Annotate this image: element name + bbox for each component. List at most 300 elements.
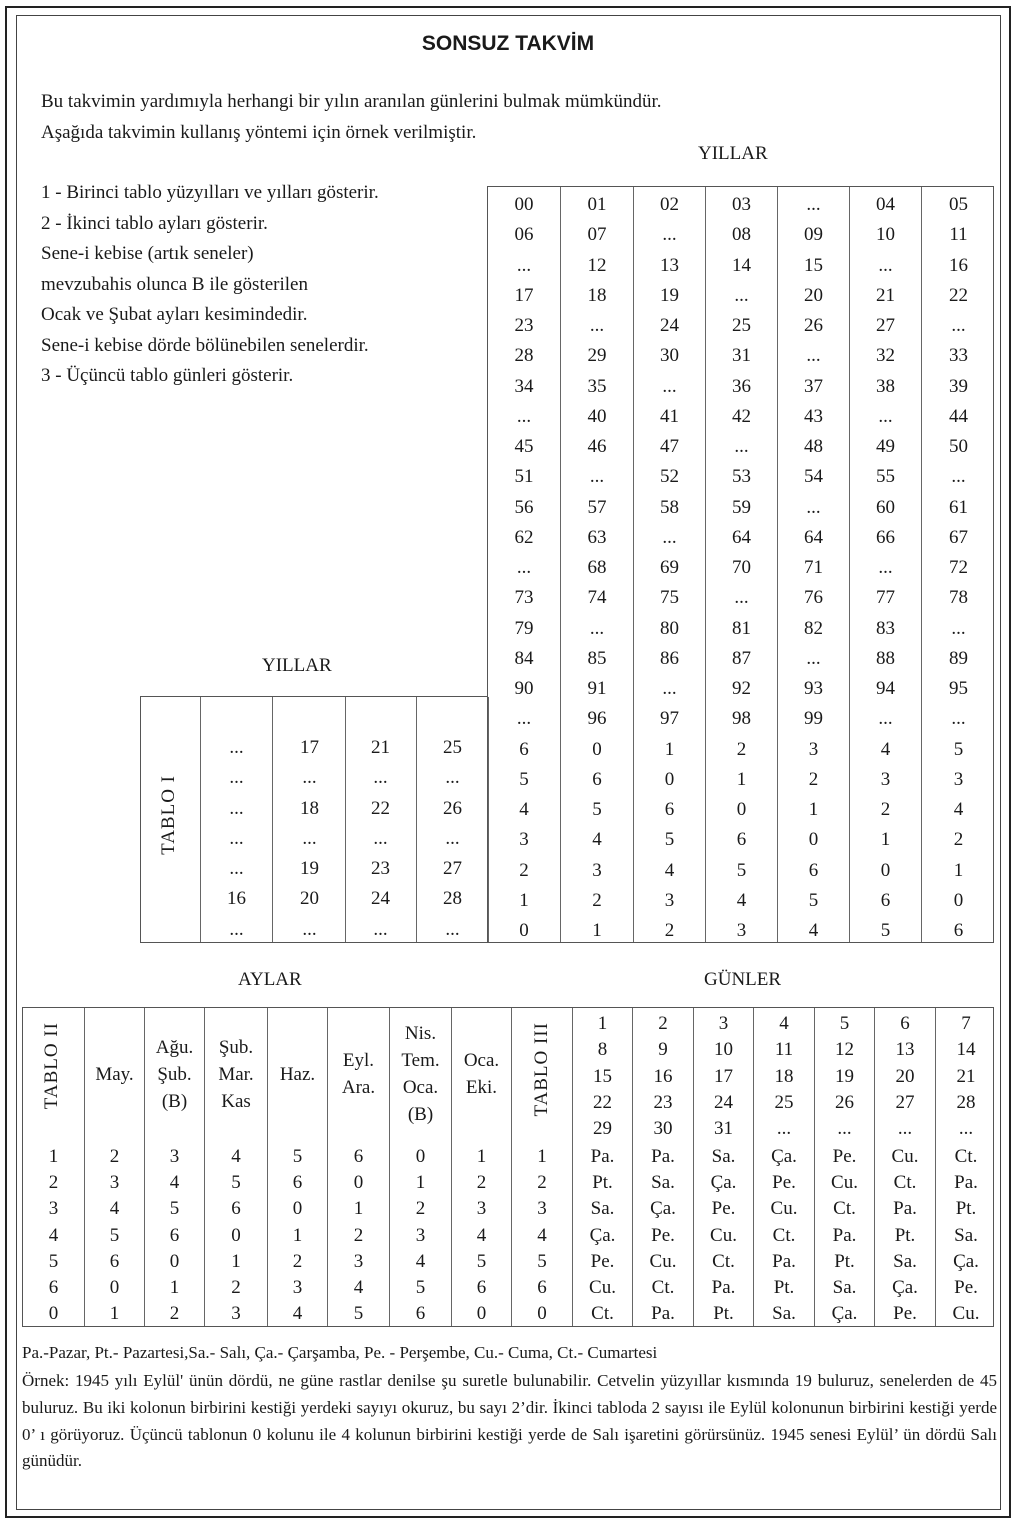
year-cell: 17 xyxy=(514,284,534,306)
year-cell: 45 xyxy=(514,436,534,457)
date-header: 14 xyxy=(956,1039,976,1061)
century-cell: 18 xyxy=(300,797,319,819)
month-cell: 3 xyxy=(476,1198,487,1220)
century-column xyxy=(345,697,417,942)
year-cell: 54 xyxy=(804,466,823,488)
date-header: 18 xyxy=(774,1065,794,1087)
year-cell: 6 xyxy=(880,889,891,911)
century-cell: ... xyxy=(373,767,388,789)
month-header: Ağu. xyxy=(155,1036,194,1058)
month-header: (B) xyxy=(161,1090,188,1112)
year-cell: ... xyxy=(951,708,966,730)
instructions-list xyxy=(41,178,379,392)
year-cell: ... xyxy=(516,405,532,427)
weekday-cell: Ça. xyxy=(771,1146,797,1167)
weekday-cell: Cu. xyxy=(770,1198,798,1220)
month-cell: 6 xyxy=(169,1224,180,1246)
month-index-cell: 0 xyxy=(48,1303,59,1325)
century-cell: ... xyxy=(373,918,388,940)
year-cell: 38 xyxy=(876,375,895,397)
centuries-heading: YILLAR xyxy=(262,655,332,676)
weekday-cell: Cu. xyxy=(891,1146,919,1167)
weekday-cell: Pa. xyxy=(772,1250,796,1272)
month-cell: 0 xyxy=(353,1172,364,1194)
weekday-cell: Pt. xyxy=(834,1250,855,1272)
weekday-cell: Cu. xyxy=(649,1250,677,1272)
date-header: 29 xyxy=(593,1118,612,1140)
year-cell: 40 xyxy=(587,405,607,427)
date-header: 26 xyxy=(835,1091,854,1113)
year-cell: 60 xyxy=(876,496,895,518)
year-cell: 74 xyxy=(587,587,607,609)
year-cell: 89 xyxy=(949,647,968,669)
day-column xyxy=(875,1008,936,1326)
century-cell: ... xyxy=(229,827,244,849)
weekday-cell: Cu. xyxy=(710,1224,737,1246)
month-cell: 4 xyxy=(353,1277,364,1298)
year-cell: 13 xyxy=(660,254,679,276)
year-cell: ... xyxy=(662,224,677,246)
date-header: 27 xyxy=(895,1091,915,1113)
month-header: May. xyxy=(95,1063,134,1085)
year-cell: 73 xyxy=(514,587,534,609)
weekday-cell: Pt. xyxy=(894,1224,916,1246)
weekday-cell: Pa. xyxy=(893,1198,917,1220)
year-cell: 71 xyxy=(804,557,823,578)
month-cell: 0 xyxy=(109,1277,120,1298)
day-column xyxy=(573,1008,633,1326)
month-column xyxy=(390,1008,452,1326)
day-index-cell: 6 xyxy=(537,1277,547,1298)
day-index-cell: 2 xyxy=(537,1172,547,1194)
month-header: Tem. xyxy=(401,1050,440,1071)
year-cell: 20 xyxy=(804,284,823,306)
month-column xyxy=(145,1008,205,1326)
month-cell: 5 xyxy=(353,1303,364,1325)
year-cell: 96 xyxy=(587,708,607,730)
year-cell: 3 xyxy=(519,829,529,851)
century-cell: 22 xyxy=(371,797,390,819)
year-cell: ... xyxy=(806,647,821,669)
year-cell: 67 xyxy=(949,526,968,548)
year-cell: ... xyxy=(662,678,677,699)
century-column xyxy=(274,697,346,942)
date-header: 3 xyxy=(718,1013,729,1034)
weekday-cell: Pa. xyxy=(651,1146,675,1167)
month-cell: 3 xyxy=(109,1172,120,1194)
date-header: ... xyxy=(897,1118,913,1140)
century-cell: 19 xyxy=(300,858,319,879)
year-cell: 6 xyxy=(664,799,675,820)
date-header: 31 xyxy=(714,1118,733,1140)
month-cell: 1 xyxy=(353,1198,364,1220)
weekday-cell: Ça. xyxy=(831,1303,858,1325)
date-header: 19 xyxy=(835,1065,854,1087)
weekday-cell: Sa. xyxy=(590,1198,615,1220)
century-cell: ... xyxy=(229,797,244,819)
weekday-cell: Pa. xyxy=(590,1146,615,1167)
date-header: 25 xyxy=(774,1091,794,1113)
month-header: Oca. xyxy=(463,1050,500,1071)
month-cell: 5 xyxy=(231,1172,241,1194)
date-header: 16 xyxy=(653,1065,673,1087)
years-column xyxy=(561,187,634,942)
year-cell: 15 xyxy=(804,254,823,276)
date-header: 8 xyxy=(597,1039,608,1061)
month-column xyxy=(268,1008,328,1326)
month-cell: 5 xyxy=(169,1198,180,1220)
weekday-cell: Ça. xyxy=(892,1277,918,1298)
year-cell: 6 xyxy=(953,920,964,941)
date-header: 21 xyxy=(956,1065,976,1087)
month-cell: 0 xyxy=(476,1303,487,1325)
year-cell: 47 xyxy=(660,436,679,457)
date-header: 23 xyxy=(653,1091,673,1113)
year-cell: ... xyxy=(516,254,532,276)
weekday-cell: Ct. xyxy=(893,1172,917,1194)
year-cell: 1 xyxy=(880,829,891,851)
weekday-cell: Sa. xyxy=(954,1224,978,1246)
year-cell: 46 xyxy=(587,436,607,457)
year-cell: 5 xyxy=(519,768,529,790)
year-cell: 63 xyxy=(587,526,607,548)
year-cell: 43 xyxy=(804,405,823,427)
month-cell: 5 xyxy=(476,1250,487,1272)
month-cell: 4 xyxy=(292,1303,303,1325)
century-cell: ... xyxy=(302,767,317,789)
year-cell: 78 xyxy=(949,587,968,609)
year-cell: 68 xyxy=(587,557,607,578)
century-cell: 21 xyxy=(371,737,390,758)
month-cell: 6 xyxy=(353,1146,364,1167)
year-cell: ... xyxy=(734,436,749,457)
weekday-cell: Ct. xyxy=(591,1303,614,1325)
day-column xyxy=(754,1008,815,1326)
month-cell: 3 xyxy=(415,1224,426,1246)
year-cell: 81 xyxy=(732,617,751,639)
tablo1-label: TABLO I xyxy=(158,775,179,855)
month-cell: 3 xyxy=(231,1303,241,1325)
page-title: SONSUZ TAKVİM xyxy=(421,32,595,55)
year-cell: 80 xyxy=(660,617,679,639)
intro-line: Bu takvimin yardımıyla herhangi bir yılın aranılan günlerini bulmak mümkündür. xyxy=(41,91,662,112)
year-cell: 0 xyxy=(808,829,819,851)
year-cell: 09 xyxy=(804,224,823,246)
weekday-cell: Ça. xyxy=(650,1198,676,1220)
century-cell: ... xyxy=(373,827,388,849)
year-cell: 4 xyxy=(736,889,747,911)
date-header: 15 xyxy=(593,1065,612,1087)
weekday-cell: Ct. xyxy=(651,1277,675,1298)
date-header: 28 xyxy=(956,1091,976,1113)
month-cell: 1 xyxy=(415,1172,426,1194)
year-cell: 02 xyxy=(660,194,679,215)
year-cell: ... xyxy=(516,557,532,578)
year-cell: 50 xyxy=(949,436,968,457)
month-cell: 6 xyxy=(476,1277,487,1298)
weekday-cell: Cu. xyxy=(589,1277,616,1298)
instruction-item: 3 - Üçüncü tablo günleri gösterir. xyxy=(41,365,294,386)
year-cell: 3 xyxy=(592,859,602,881)
instruction-item: mevzubahis olunca B ile gösterilen xyxy=(41,273,308,295)
century-cell: 28 xyxy=(443,888,462,910)
year-cell: ... xyxy=(878,254,893,276)
weekday-cell: Ça. xyxy=(953,1250,979,1272)
instruction-item: Ocak ve Şubat ayları kesimindedir. xyxy=(41,304,308,325)
month-header: Mar. xyxy=(218,1063,254,1085)
month-column xyxy=(452,1008,512,1326)
year-cell: 32 xyxy=(876,345,895,367)
year-cell: 2 xyxy=(953,829,964,851)
date-header: 12 xyxy=(835,1039,854,1061)
year-cell: 6 xyxy=(736,829,747,851)
year-cell: 92 xyxy=(732,678,751,699)
year-cell: ... xyxy=(734,587,749,609)
date-header: 6 xyxy=(900,1013,910,1034)
century-cell: ... xyxy=(302,827,317,849)
year-cell: 24 xyxy=(660,315,679,336)
year-cell: 01 xyxy=(587,194,607,215)
year-cell: 99 xyxy=(804,708,823,730)
years-column xyxy=(634,187,706,942)
day-column xyxy=(815,1008,875,1326)
month-index-cell: 2 xyxy=(48,1172,59,1194)
date-header: 7 xyxy=(961,1013,971,1034)
instruction-item: 2 - İkinci tablo ayları gösterir. xyxy=(41,212,268,234)
month-cell: 4 xyxy=(415,1250,426,1272)
century-cell: 17 xyxy=(300,737,319,758)
month-cell: 4 xyxy=(169,1172,180,1194)
month-cell: 2 xyxy=(109,1146,120,1167)
weekday-cell: Ct. xyxy=(954,1146,978,1167)
century-cell: 25 xyxy=(443,737,462,758)
year-cell: 58 xyxy=(660,496,679,518)
weekday-cell: Sa. xyxy=(651,1172,675,1194)
instruction-item: 1 - Birinci tablo yüzyılları ve yılları gösterir. xyxy=(41,182,379,203)
weekday-cell: Sa. xyxy=(711,1146,736,1167)
century-cell: ... xyxy=(229,858,244,879)
month-cell: 6 xyxy=(231,1198,241,1220)
year-cell: 10 xyxy=(876,224,895,246)
year-cell: ... xyxy=(806,194,821,215)
year-cell: 49 xyxy=(876,436,895,457)
century-cell: 20 xyxy=(300,888,319,910)
weekday-cell: Ct. xyxy=(772,1224,796,1246)
year-cell: 08 xyxy=(732,224,751,246)
years-column xyxy=(706,187,778,942)
weekday-cell: Pe. xyxy=(832,1146,857,1167)
year-cell: 6 xyxy=(808,859,819,881)
year-cell: ... xyxy=(589,466,605,488)
year-cell: 82 xyxy=(804,617,823,639)
year-cell: 4 xyxy=(664,859,675,881)
date-header: ... xyxy=(776,1118,792,1140)
date-header: 17 xyxy=(714,1065,733,1087)
date-header: 4 xyxy=(779,1013,789,1034)
tablo2-label: TABLO II xyxy=(41,1022,62,1110)
month-cell: 5 xyxy=(292,1146,303,1167)
month-cell: 4 xyxy=(109,1198,120,1220)
month-header: Eki. xyxy=(465,1077,498,1098)
year-cell: 03 xyxy=(732,194,751,215)
century-cell: 26 xyxy=(443,797,462,819)
day-column xyxy=(633,1008,694,1326)
date-header: 22 xyxy=(593,1091,612,1113)
month-cell: 4 xyxy=(231,1146,241,1167)
year-cell: 0 xyxy=(592,738,602,760)
month-cell: 4 xyxy=(476,1224,487,1246)
year-cell: 37 xyxy=(804,375,823,397)
year-cell: ... xyxy=(806,496,821,518)
year-cell: 04 xyxy=(876,194,895,215)
date-header: 20 xyxy=(895,1065,915,1087)
year-cell: 97 xyxy=(660,708,679,730)
month-cell: 5 xyxy=(415,1277,426,1298)
weekday-cell: Pa. xyxy=(954,1172,978,1194)
year-cell: 91 xyxy=(587,678,607,699)
month-index-cell: 5 xyxy=(48,1250,59,1272)
century-cell: ... xyxy=(229,767,244,789)
century-cell: ... xyxy=(445,827,460,849)
year-cell: 1 xyxy=(664,738,675,760)
months-heading: AYLAR xyxy=(238,969,302,990)
year-cell: 3 xyxy=(736,920,747,941)
year-cell: 25 xyxy=(732,315,751,336)
months-days-table xyxy=(22,1007,994,1327)
intro-line: Aşağıda takvimin kullanış yöntemi için örnek verilmiştir. xyxy=(41,122,477,143)
year-cell: 1 xyxy=(519,889,529,911)
month-cell: 3 xyxy=(353,1250,364,1272)
weekday-cell: Pe. xyxy=(651,1224,675,1246)
year-cell: 86 xyxy=(660,647,679,669)
year-cell: 83 xyxy=(876,617,895,639)
year-cell: 4 xyxy=(880,738,891,760)
year-cell: 33 xyxy=(949,345,968,367)
month-cell: 1 xyxy=(231,1250,241,1272)
year-cell: 2 xyxy=(664,920,675,941)
tablo3-label-column xyxy=(512,1008,573,1326)
year-cell: 5 xyxy=(953,738,964,760)
month-header: (B) xyxy=(407,1104,434,1125)
weekday-cell: Pe. xyxy=(590,1250,615,1272)
tablo3-label: TABLO III xyxy=(531,1022,552,1117)
century-cell: 27 xyxy=(443,858,462,879)
weekday-cell: Pe. xyxy=(893,1303,917,1325)
century-cell: ... xyxy=(445,918,460,940)
year-cell: 84 xyxy=(514,647,534,669)
year-cell: 4 xyxy=(953,799,964,820)
weekday-cell: Pt. xyxy=(713,1303,734,1325)
date-header: 24 xyxy=(714,1091,733,1113)
century-cell: ... xyxy=(302,918,317,940)
year-cell: 1 xyxy=(953,859,964,881)
year-cell: 6 xyxy=(519,738,529,760)
date-header: 11 xyxy=(774,1039,794,1061)
tablo2-label-column xyxy=(23,1008,85,1326)
month-header: Şub. xyxy=(218,1036,254,1058)
year-cell: ... xyxy=(516,708,532,730)
year-cell: 64 xyxy=(732,526,751,548)
year-cell: 88 xyxy=(876,647,895,669)
date-header: 10 xyxy=(714,1039,733,1061)
years-table xyxy=(487,186,994,943)
year-cell: 85 xyxy=(587,647,607,669)
year-cell: 16 xyxy=(949,254,968,276)
instruction-item: Sene-i kebise (artık seneler) xyxy=(41,243,254,264)
year-cell: 2 xyxy=(808,768,819,790)
weekday-cell: Pe. xyxy=(772,1172,796,1194)
month-cell: 6 xyxy=(109,1250,120,1272)
year-cell: 4 xyxy=(519,799,529,820)
year-cell: ... xyxy=(589,617,605,639)
year-cell: ... xyxy=(734,284,749,306)
century-column xyxy=(201,697,273,942)
year-cell: 5 xyxy=(664,829,675,851)
year-cell: 1 xyxy=(808,799,819,820)
year-cell: 41 xyxy=(660,405,679,427)
year-cell: 56 xyxy=(514,496,534,518)
year-cell: 66 xyxy=(876,526,895,548)
year-cell: 70 xyxy=(732,557,751,578)
month-cell: 6 xyxy=(415,1303,426,1325)
year-cell: 14 xyxy=(732,254,751,276)
month-index-cell: 4 xyxy=(48,1224,59,1246)
month-header: Şub. xyxy=(157,1063,192,1085)
weekday-cell: Sa. xyxy=(772,1303,796,1325)
month-index-cell: 3 xyxy=(48,1198,59,1220)
year-cell: 2 xyxy=(519,859,529,881)
day-abbreviation-legend: Pa.-Pazar, Pt.- Pazartesi,Sa.- Salı, Ça.- Çarşamba, Pe. - Perşembe, Cu.- Cuma, Ct.- Cumartesi xyxy=(22,1343,658,1362)
month-cell: 0 xyxy=(169,1250,180,1272)
year-cell: 5 xyxy=(880,920,891,941)
year-cell: 53 xyxy=(732,466,751,488)
year-cell: ... xyxy=(951,315,966,336)
year-cell: ... xyxy=(951,466,966,488)
year-cell: 64 xyxy=(804,526,823,548)
year-cell: 5 xyxy=(808,889,819,911)
month-cell: 1 xyxy=(169,1277,180,1298)
month-cell: 1 xyxy=(109,1303,120,1325)
year-cell: 44 xyxy=(949,405,968,427)
days-heading: GÜNLER xyxy=(704,969,782,990)
month-header: Kas xyxy=(221,1090,251,1112)
month-cell: 5 xyxy=(109,1224,120,1246)
weekday-cell: Ça. xyxy=(589,1224,616,1246)
month-cell: 2 xyxy=(415,1198,426,1220)
month-cell: 0 xyxy=(292,1198,303,1220)
example-explanation: Örnek: 1945 yılı Eylül' ünün dördü, ne güne rastlar denilse şu suretle bulunabilir. Cetvelin yüzyıllar kısmında 19 buluruz, senelerden de 45 buluruz. Bu iki kolonun birbirini kestiği yerdeki sayıyı okuruz, bu sayı 2’dir. İkinci tabloda 2 sayısı ile Eylül kolonunun birbirini kestiği yerde 0’ ı görüyoruz. Üçüncü tablonun 0 kolunu ile 4 kolunun birbirini kestiği yerde de Salı işaretini görürsünüz. 1945 senesi Eylül’ ün dördü Salı günüdür. xyxy=(22,1371,997,1471)
date-header: ... xyxy=(837,1118,852,1140)
year-cell: 3 xyxy=(808,738,819,760)
weekday-cell: Pa. xyxy=(651,1303,675,1325)
month-column xyxy=(328,1008,390,1326)
years-column xyxy=(778,187,850,942)
year-cell: ... xyxy=(589,315,605,336)
month-cell: 6 xyxy=(292,1172,303,1194)
year-cell: 19 xyxy=(660,284,679,306)
month-cell: 2 xyxy=(292,1250,303,1272)
year-cell: 90 xyxy=(514,678,534,699)
year-cell: 27 xyxy=(876,315,895,336)
day-index-cell: 1 xyxy=(537,1146,547,1167)
year-cell: 2 xyxy=(592,889,602,911)
years-column xyxy=(850,187,922,942)
month-cell: 1 xyxy=(476,1146,487,1167)
weekday-cell: Pt. xyxy=(592,1172,613,1194)
date-header: 5 xyxy=(839,1013,850,1034)
year-cell: ... xyxy=(662,375,677,397)
centuries-table xyxy=(140,696,488,943)
